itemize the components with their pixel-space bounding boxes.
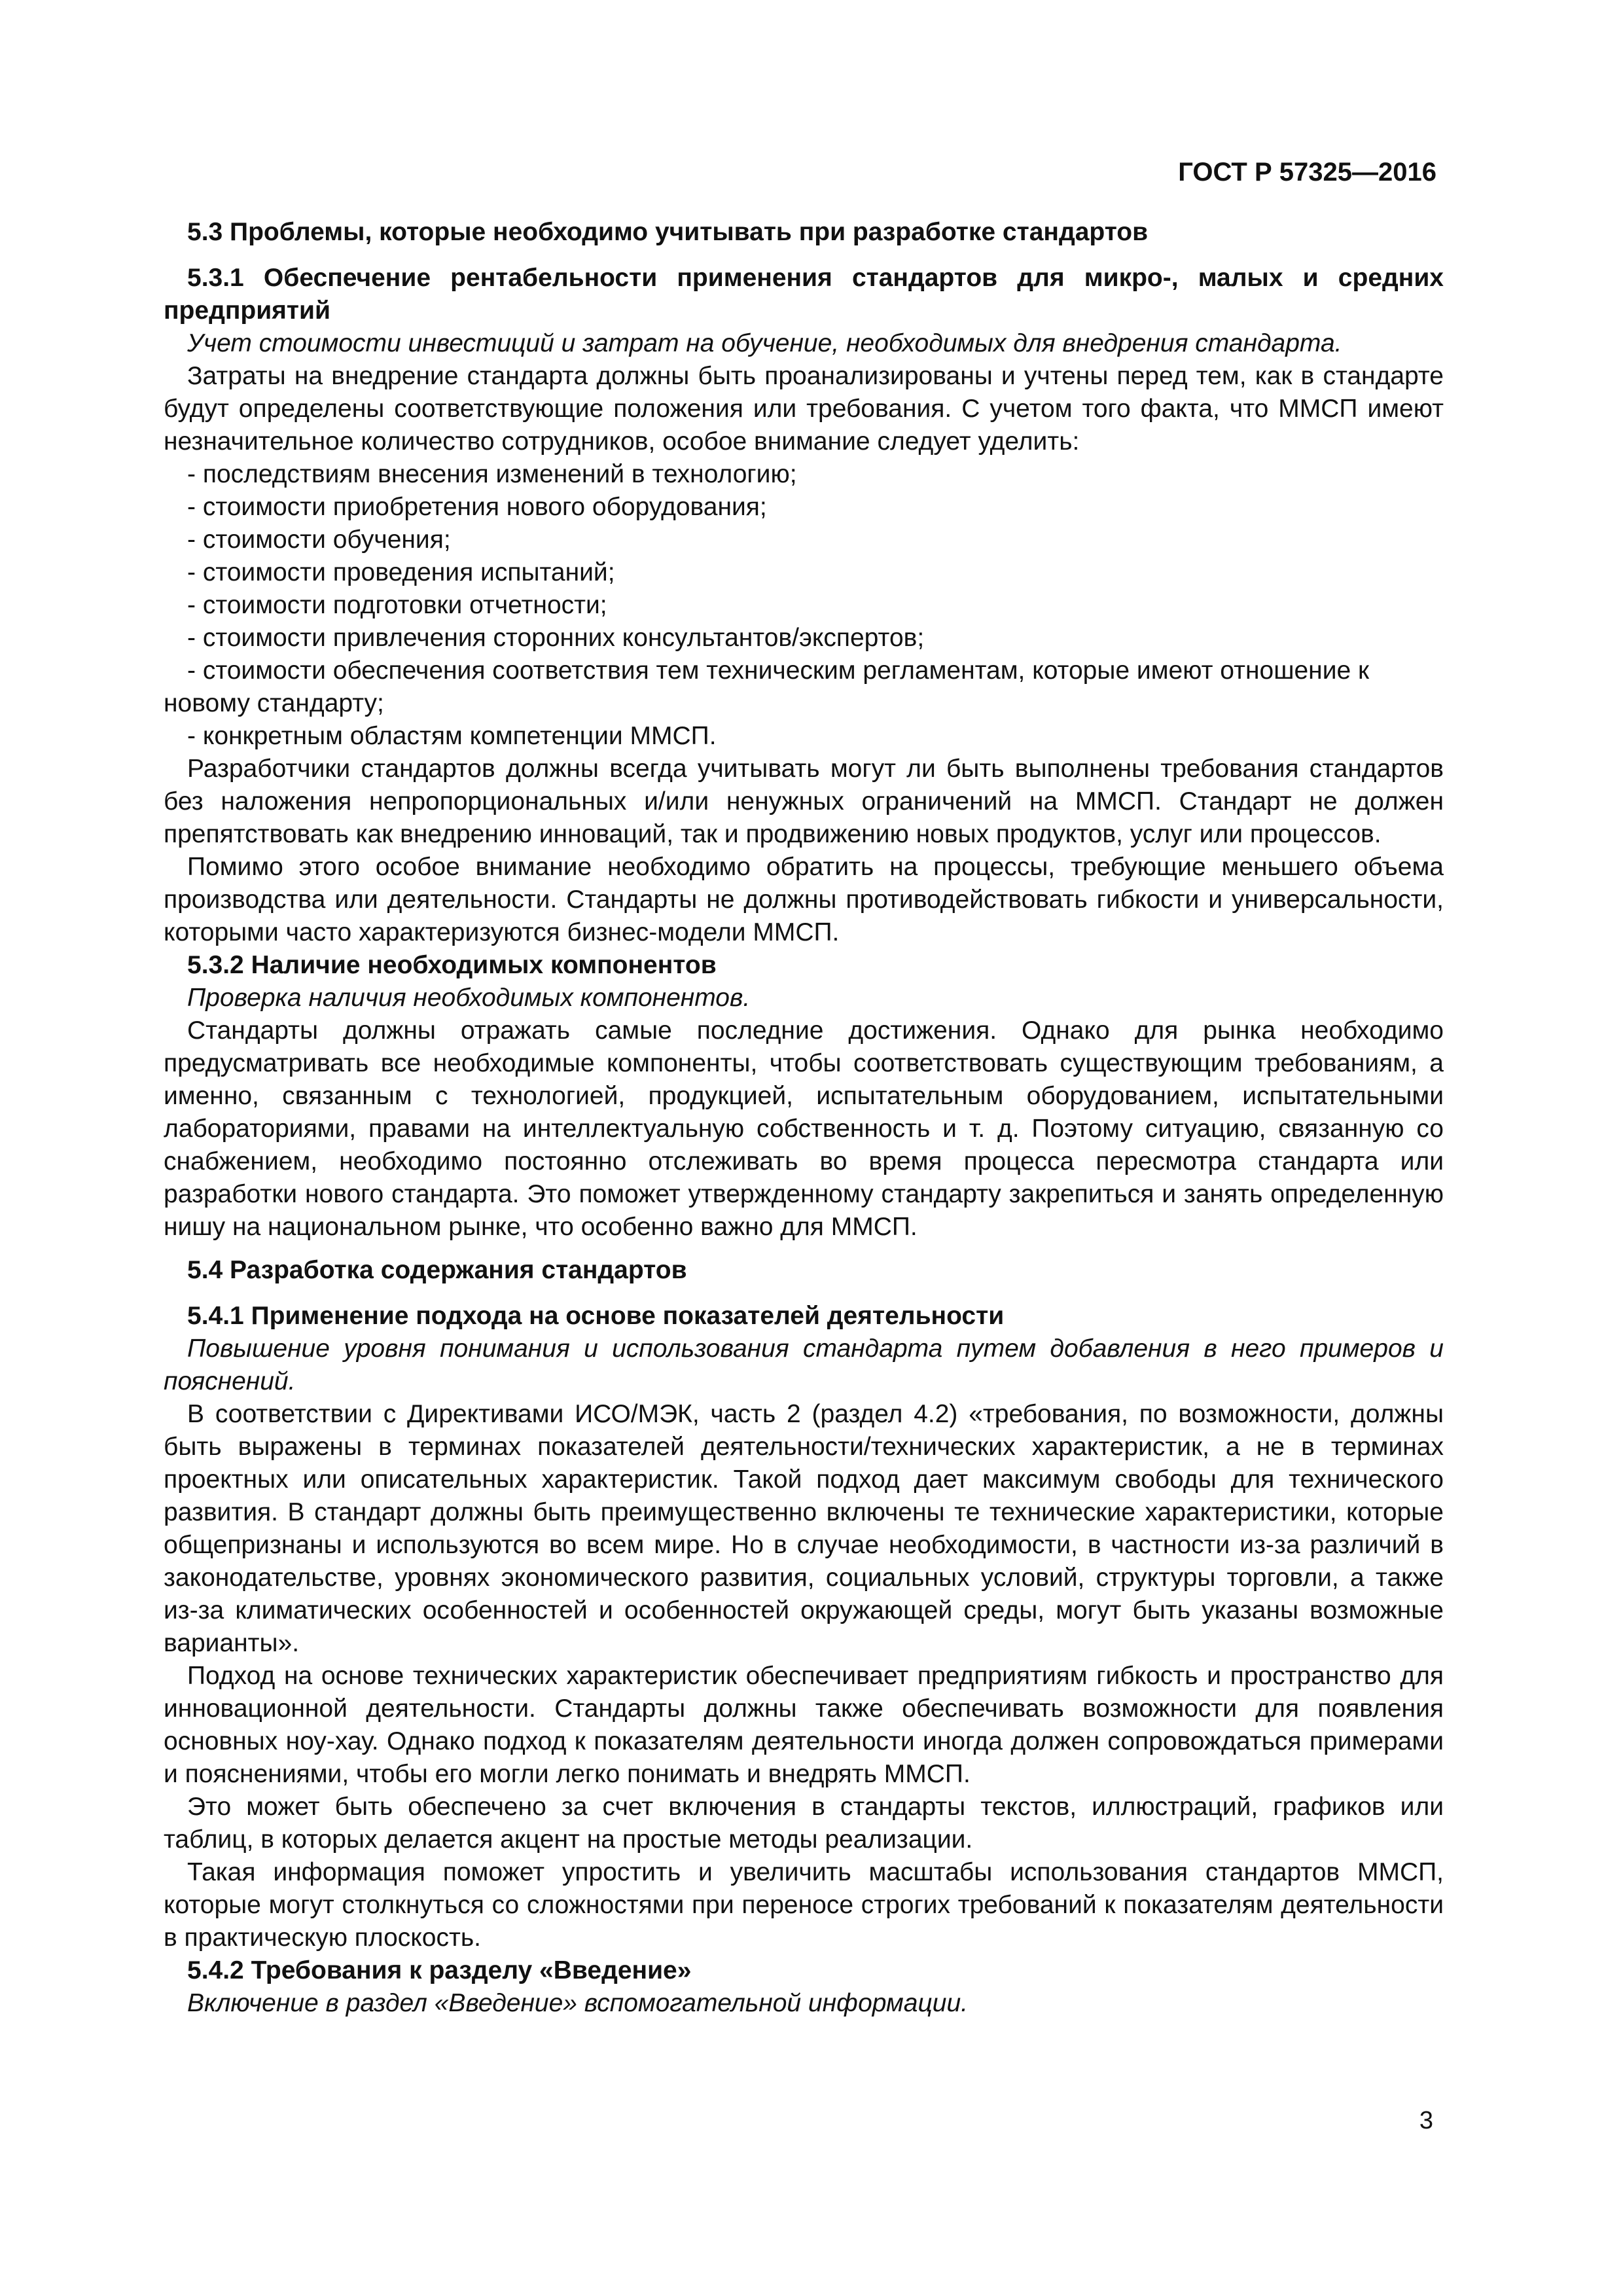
- paragraph: Затраты на внедрение стандарта должны быть проанализированы и учтены перед тем, как в стандарте будут определены соответствующие положения или требования. С учетом того факта, что ММСП имеют незначительное количество сотрудников, особое внимание следует уделить:: [164, 362, 1444, 456]
- document-id: ГОСТ Р 57325—2016: [1178, 158, 1436, 187]
- paragraph: Такая информация поможет упростить и увеличить масштабы использования стандартов ММСП, которые могут столкнуться со сложностями при переносе строгих требований к показателям деятельности в практическую плоскость.: [164, 1858, 1444, 1952]
- subsection-summary: Включение в раздел «Введение» вспомогательной информации.: [187, 1989, 968, 2017]
- subsection-heading-5-4-2: 5.4.2 Требования к разделу «Введение»: [187, 1956, 692, 1984]
- list-item: - стоимости привлечения сторонних консультантов/экспертов;: [187, 624, 925, 652]
- paragraph: В соответствии с Директивами ИСО/МЭК, часть 2 (раздел 4.2) «требования, по возможности, должны быть выражены в терминах показателей деятельности/технических характеристик, а не в терминах проектных или описательных характеристик. Такой подход дает максимум свободы для технического развития. В стандарт должны быть преимущественно включены те технические характеристики, которые общепризнаны и используются во всем мире. Но в случае необходимости, в частности из-за различий в законодательстве, уровнях экономического развития, социальных условий, структуры торговли, а также из-за климатических особенностей и особенностей окружающей среды, могут быть указаны возможные варианты».: [164, 1400, 1444, 1657]
- section-heading-5-3: 5.3 Проблемы, которые необходимо учитывать при разработке стандартов: [187, 218, 1149, 246]
- list-item: - стоимости проведения испытаний;: [187, 558, 615, 586]
- section-heading-5-4: 5.4 Разработка содержания стандартов: [187, 1256, 687, 1284]
- document-body: [164, 216, 1444, 2020]
- paragraph: Стандарты должны отражать самые последние достижения. Однако для рынка необходимо предусматривать все необходимые компоненты, чтобы соответствовать существующим требованиям, а именно, связанным с технологией, продукцией, испытательным оборудованием, испытательными лабораториями, правами на интеллектуальную собственность и т. д. Поэтому ситуацию, связанную со снабжением, необходимо постоянно отслеживать во время процесса пересмотра стандарта или разработки нового стандарта. Это поможет утвержденному стандарту закрепиться и занять определенную нишу на национальном рынке, что особенно важно для ММСП.: [164, 1016, 1444, 1241]
- paragraph: Подход на основе технических характеристик обеспечивает предприятиям гибкость и пространство для инновационной деятельности. Стандарты должны также обеспечивать возможности для появления основных ноу-хау. Однако подход к показателям деятельности иногда должен сопровождаться примерами и пояснениями, чтобы его могли легко понимать и внедрять ММСП.: [164, 1662, 1444, 1788]
- list-item: - стоимости обеспечения соответствия тем техническим регламентам, которые имеют отношение к новому стандарту;: [164, 656, 1370, 717]
- paragraph: Разработчики стандартов должны всегда учитывать могут ли быть выполнены требования стандартов без наложения непропорциональных и/или ненужных ограничений на ММСП. Стандарт не должен препятствовать как внедрению инноваций, так и продвижению новых продуктов, услуг или процессов.: [164, 755, 1444, 848]
- subsection-summary: Повышение уровня понимания и использования стандарта путем добавления в него примеров и пояснений.: [164, 1335, 1444, 1395]
- list-item: - последствиям внесения изменений в технологию;: [187, 460, 797, 488]
- subsection-summary: Учет стоимости инвестиций и затрат на обучение, необходимых для внедрения стандарта.: [187, 329, 1342, 357]
- paragraph: Это может быть обеспечено за счет включения в стандарты текстов, иллюстраций, графиков или таблиц, в которых делается акцент на простые методы реализации.: [164, 1793, 1444, 1854]
- subsection-heading-5-4-1: 5.4.1 Применение подхода на основе показателей деятельности: [187, 1302, 1005, 1330]
- paragraph: Помимо этого особое внимание необходимо обратить на процессы, требующие меньшего объема производства или деятельности. Стандарты не должны противодействовать гибкости и универсальности, которыми часто характеризуются бизнес-модели ММСП.: [164, 853, 1444, 946]
- subsection-heading-5-3-2: 5.3.2 Наличие необходимых компонентов: [187, 951, 717, 979]
- list-item: - стоимости приобретения нового оборудования;: [187, 493, 767, 521]
- list-item: - стоимости обучения;: [187, 526, 451, 554]
- list-item: - стоимости подготовки отчетности;: [187, 591, 607, 619]
- page-number: 3: [1419, 2107, 1433, 2134]
- subsection-heading-5-3-1: 5.3.1 Обеспечение рентабельности применения стандартов для микро-, малых и средних предприятий: [164, 264, 1444, 325]
- list-item: - конкретным областям компетенции ММСП.: [187, 722, 717, 750]
- subsection-summary: Проверка наличия необходимых компонентов.: [187, 984, 751, 1012]
